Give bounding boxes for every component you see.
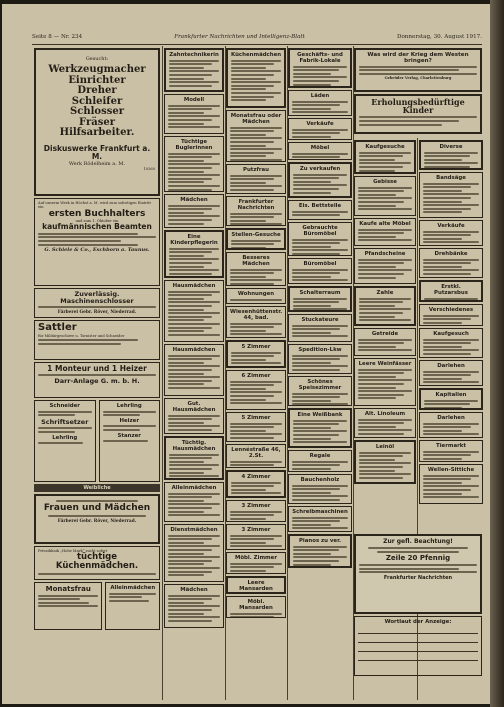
column-4: [288, 46, 352, 700]
listing-title: Drehbänke: [434, 251, 468, 257]
ad-company: Gebrüder Verlag, Charlottenburg: [384, 76, 452, 81]
listing-ad: [226, 370, 286, 410]
listing-title: Geschäfts- und Fabrik-Lokale: [297, 52, 343, 64]
listing-title: 3 Zimmer: [241, 503, 271, 509]
listing-title: Kaufgesuch: [433, 331, 469, 337]
listing-ad: [419, 412, 483, 438]
notice-footer: Frankfurter Nachrichten: [383, 574, 453, 581]
listing-title: Dienstmädchen: [170, 527, 218, 533]
listing-ad: [288, 506, 352, 532]
listing-ad: [226, 470, 286, 498]
listing-ad: [164, 280, 224, 342]
listing-ad: [419, 280, 483, 302]
listing-title: Alt. Linoleum: [364, 411, 406, 417]
listing-ad: [419, 388, 483, 410]
listing-title: Mädchen: [180, 587, 208, 593]
job-item: Schlosser: [70, 106, 124, 118]
ad-address: Werk Rödelheim a. M.: [68, 160, 126, 167]
listing-ad: [288, 48, 352, 88]
listing-title: Lennéstraße 46, 2.St.: [231, 447, 281, 459]
listing-title: Schönes Speisezimmer: [298, 379, 342, 391]
ad-code: 10260: [143, 166, 155, 171]
listing-ad: [164, 344, 224, 396]
listing-ad: [288, 314, 352, 342]
ad-company: G. Schiele & Co., Eschborn a. Taunus.: [44, 247, 150, 254]
notice-beachtung: [354, 534, 482, 614]
listing-title: Läden: [310, 93, 330, 99]
listing-ad: [288, 474, 352, 504]
listing-title: Gebrauchte Büromöbel: [302, 225, 338, 237]
listing-title: Eine Kinderpflegerin: [170, 234, 218, 246]
ad-title: Schriftsetzer: [41, 417, 89, 426]
job-item: Dreher: [77, 85, 117, 97]
listing-ad: [288, 118, 352, 140]
ad-company: Färberei Gebr. Röver, Niederrad.: [57, 309, 137, 315]
listing-ad: [164, 136, 224, 192]
listing-ad: [288, 450, 352, 472]
ad-title: Lehrling: [52, 434, 78, 441]
listing-ad: [419, 440, 483, 462]
listing-ad: [419, 220, 483, 246]
ad-text: Auf unserm Werk in Höchst a. M. wird zum sofortigen Eintritt ein: [38, 201, 151, 210]
listing-title: Verkäufe: [437, 223, 465, 229]
ad-krieg-westen: [354, 48, 482, 92]
ad-grid-bottom: [34, 582, 160, 630]
ad-monatsfrau: [34, 582, 102, 630]
listing-title: Regale: [309, 453, 331, 459]
listing-ad: [164, 194, 224, 228]
listing-title: Leinöl: [375, 444, 395, 450]
listing-title: Tüchtig. Hausmädchen: [172, 440, 216, 452]
listing-title: Hausmädchen: [172, 283, 216, 289]
listing-ad: [226, 164, 286, 194]
ad-kuechenmaedchen: [34, 546, 160, 580]
listing-title: Kapitalien: [435, 392, 467, 398]
listing-title: Frankfurter Nachrichten: [237, 199, 275, 211]
job-item: Einrichter: [68, 74, 126, 86]
ad-title: Frauen und Mädchen: [43, 503, 151, 513]
listing-ad: [354, 440, 416, 484]
listing-ad: [226, 576, 286, 594]
ad-head: Gesucht:: [85, 56, 109, 62]
ad-text: und zum 1. Oktober ein: [75, 219, 119, 224]
listing-ad: [226, 444, 286, 468]
header-page-number: Seite 8 — Nr. 234: [32, 34, 83, 40]
ad-company: Färberei Gebr. Röver, Niederrad.: [57, 519, 137, 525]
listing-title: Wiesenhüttenstr. 44, bad.: [230, 309, 283, 321]
column-1: [34, 46, 160, 700]
listing-title: Möbl. Mansarden: [239, 599, 273, 611]
listing-ad: [354, 218, 416, 246]
listing-ad: [354, 408, 416, 438]
listing-ad: [226, 228, 286, 250]
listing-title: Darlehen: [437, 363, 465, 369]
listing-title: Tiermarkt: [436, 443, 466, 449]
listing-title: Bandsäge: [436, 175, 466, 181]
listing-title: Zu verkaufen: [299, 166, 341, 172]
listing-ad: [288, 258, 352, 284]
ad-title: Zuverlässig. Maschinenschlosser: [60, 290, 134, 305]
listing-ad: [288, 200, 352, 220]
listing-title: Schreibmaschinen: [292, 509, 348, 515]
listing-ad: [288, 408, 352, 448]
listing-ad: [164, 482, 224, 522]
ad-title: Erholungsbedürftige Kinder: [371, 97, 465, 116]
ad-title: Lehrling: [116, 403, 142, 409]
listing-ad: [419, 140, 483, 170]
listing-title: 5 Zimmer: [241, 344, 271, 350]
form-title: Wortlaut der Anzeige:: [384, 619, 452, 625]
listing-title: Mädchen: [180, 197, 208, 203]
listing-title: Monatsfrau oder Mädchen: [230, 113, 282, 125]
ad-frauen-maedchen: [34, 494, 160, 544]
ad-title: Stanzer: [117, 432, 141, 439]
ad-werkzeugmacher: [34, 48, 160, 196]
ad-title: Sattler: [38, 322, 77, 333]
listing-title: Hausmädchen: [172, 347, 216, 353]
listing-title: Wellen-Sittiche: [427, 467, 475, 473]
listing-title: Verkäufe: [306, 121, 334, 127]
listing-title: 6 Zimmer: [241, 373, 271, 379]
listing-ad: [226, 288, 286, 304]
ad-title: Alleinmädchen: [110, 585, 156, 591]
listing-ad: [226, 306, 286, 338]
listing-ad: [288, 142, 352, 160]
listing-title: Spedition-Lkw: [298, 347, 342, 353]
listing-title: Küchenmädchen: [231, 52, 282, 58]
listing-ad: [226, 524, 286, 550]
listing-title: Stuckateure: [301, 317, 339, 323]
listing-ad: [354, 286, 416, 326]
listing-ad: [226, 48, 286, 108]
listing-title: Alleinmädchen: [171, 485, 217, 491]
listing-title: Wohnungen: [237, 291, 275, 297]
listing-title: Stellen-Gesuche: [231, 232, 281, 238]
job-item: Fräser: [79, 116, 115, 128]
listing-title: 3 Zimmer: [241, 527, 271, 533]
ad-title: Was wird der Krieg dem Westen bringen?: [367, 52, 469, 64]
job-item: Hilfsarbeiter.: [59, 127, 135, 139]
job-item: Werkzeugmacher: [48, 64, 146, 76]
ad-erholung-kinder: [354, 94, 482, 134]
listing-title: Verschiedenes: [428, 307, 474, 313]
listing-ad: [354, 140, 416, 174]
column-2: [164, 46, 224, 700]
listing-ad: [419, 304, 483, 326]
listing-title: Getreide: [371, 331, 399, 337]
listing-title: Eine Weißbank: [297, 412, 343, 418]
listing-title: Modell: [183, 97, 205, 103]
listing-title: Putzfrau: [243, 167, 269, 173]
listing-ad: [164, 230, 224, 278]
ad-text: für Militärgeschirre u. Tornister und Schneider: [38, 333, 125, 338]
ad-title: 1 Monteur und 1 Heizer: [47, 364, 147, 373]
ad-title: Schneider: [49, 403, 80, 409]
listing-ad: [419, 464, 483, 504]
listing-title: Gebisse: [373, 179, 397, 185]
listing-title: Kaufe alte Möbel: [359, 221, 411, 227]
listing-title: 4 Zimmer: [241, 474, 271, 480]
ad-buchhalter: [34, 198, 160, 286]
listing-title: Möbel: [310, 145, 330, 151]
listing-title: Schalterraum: [299, 290, 341, 296]
page-header: [32, 34, 482, 45]
ad-company: Diskuswerke Frankfurt a. M.: [43, 143, 151, 161]
listing-ad: [288, 90, 352, 116]
listing-ad: [226, 412, 286, 442]
listing-title: Gut. Hausmädchen: [172, 401, 216, 413]
listing-ad: [419, 360, 483, 386]
listing-title: Kaufgesuche: [365, 144, 405, 150]
listing-ad: [226, 596, 286, 618]
listing-title: Zahle: [376, 290, 394, 296]
ad-title: ersten Buchhalters: [48, 208, 146, 219]
notice-price: Zeile 20 Pfennig: [385, 554, 451, 562]
listing-ad: [164, 398, 224, 434]
listing-title: Pianos zu ver.: [298, 538, 342, 544]
job-list: [39, 65, 155, 139]
listing-ad: [354, 248, 416, 284]
listing-ad: [288, 286, 352, 312]
page-edge: [490, 0, 504, 707]
listing-ad: [226, 110, 286, 162]
listing-ad: [354, 328, 416, 356]
ad-alleinmaedchen: [105, 582, 160, 630]
listing-ad: [354, 176, 416, 216]
ad-monteur: [34, 362, 160, 398]
listing-ad: [226, 500, 286, 522]
section-heading-weibliche: Weibliche: [34, 484, 160, 492]
listing-title: Leere Weinfässer: [358, 361, 412, 367]
column-3: [226, 46, 286, 700]
listing-title: Diverse: [439, 144, 463, 150]
listing-ad: [226, 552, 286, 574]
listing-ad: [164, 524, 224, 582]
listing-ad: [164, 94, 224, 134]
listing-title: Besseres Mädchen: [242, 255, 270, 267]
listing-title: Büromöbel: [303, 261, 337, 267]
ad-sattler: [34, 320, 160, 360]
listing-ad: [419, 328, 483, 358]
listing-ad: [226, 340, 286, 368]
newspaper-page: [2, 4, 490, 704]
order-form: [354, 616, 482, 676]
listing-title: Erstkl. Putzarsbus: [434, 284, 468, 296]
ad-text: Privatklinik „Hohe Mark“ sucht sofort: [38, 549, 108, 553]
listing-ad: [419, 248, 483, 278]
listing-ad: [288, 534, 352, 568]
listing-ad: [164, 48, 224, 92]
listing-ad: [226, 196, 286, 226]
listing-title: Eis. Bettstelle: [298, 203, 342, 209]
listing-title: 5 Zimmer: [241, 415, 271, 421]
listing-ad: [354, 358, 416, 406]
listing-title: Tüchtige Buglerinnen: [175, 139, 213, 151]
ad-title: Monatsfrau: [45, 585, 91, 593]
ad-right-stack: [99, 400, 161, 482]
listing-title: Zahntechnikerin: [169, 52, 219, 58]
listing-ad: [226, 252, 286, 286]
listing-ad: [419, 172, 483, 218]
ad-title: tüchtige Küchenmädchen.: [55, 552, 139, 572]
ad-title: Heizer: [119, 417, 139, 424]
ad-title: kaufmännischen Beamten: [42, 222, 152, 232]
listing-ad: [288, 344, 352, 374]
listing-ad: [288, 376, 352, 406]
notice-box: [354, 532, 482, 700]
header-masthead: Frankfurter Nachrichten und Intelligenz-Blatt: [174, 34, 305, 40]
header-date: Donnerstag, 30. August 1917.: [396, 34, 482, 40]
listing-ad: [288, 162, 352, 198]
listing-title: Leere Mansarden: [239, 580, 273, 592]
ad-company: Darr-Anlage G. m. b. H.: [54, 377, 140, 386]
listing-ad: [288, 222, 352, 256]
ad-grid-small: [34, 400, 160, 482]
notice-title: Zur gefl. Beachtung!: [383, 538, 453, 545]
job-item: Schleifer: [71, 95, 123, 107]
listing-title: Möbl. Zimmer: [234, 555, 277, 561]
listing-ad: [164, 436, 224, 480]
listing-title: Darlehen: [437, 415, 465, 421]
listing-title: Bauchenholz: [300, 477, 340, 483]
ad-left-stack: [34, 400, 96, 482]
listing-title: Pfandscheine: [364, 251, 406, 257]
ad-maschinenschlosser: [34, 288, 160, 318]
listing-ad: [164, 584, 224, 628]
